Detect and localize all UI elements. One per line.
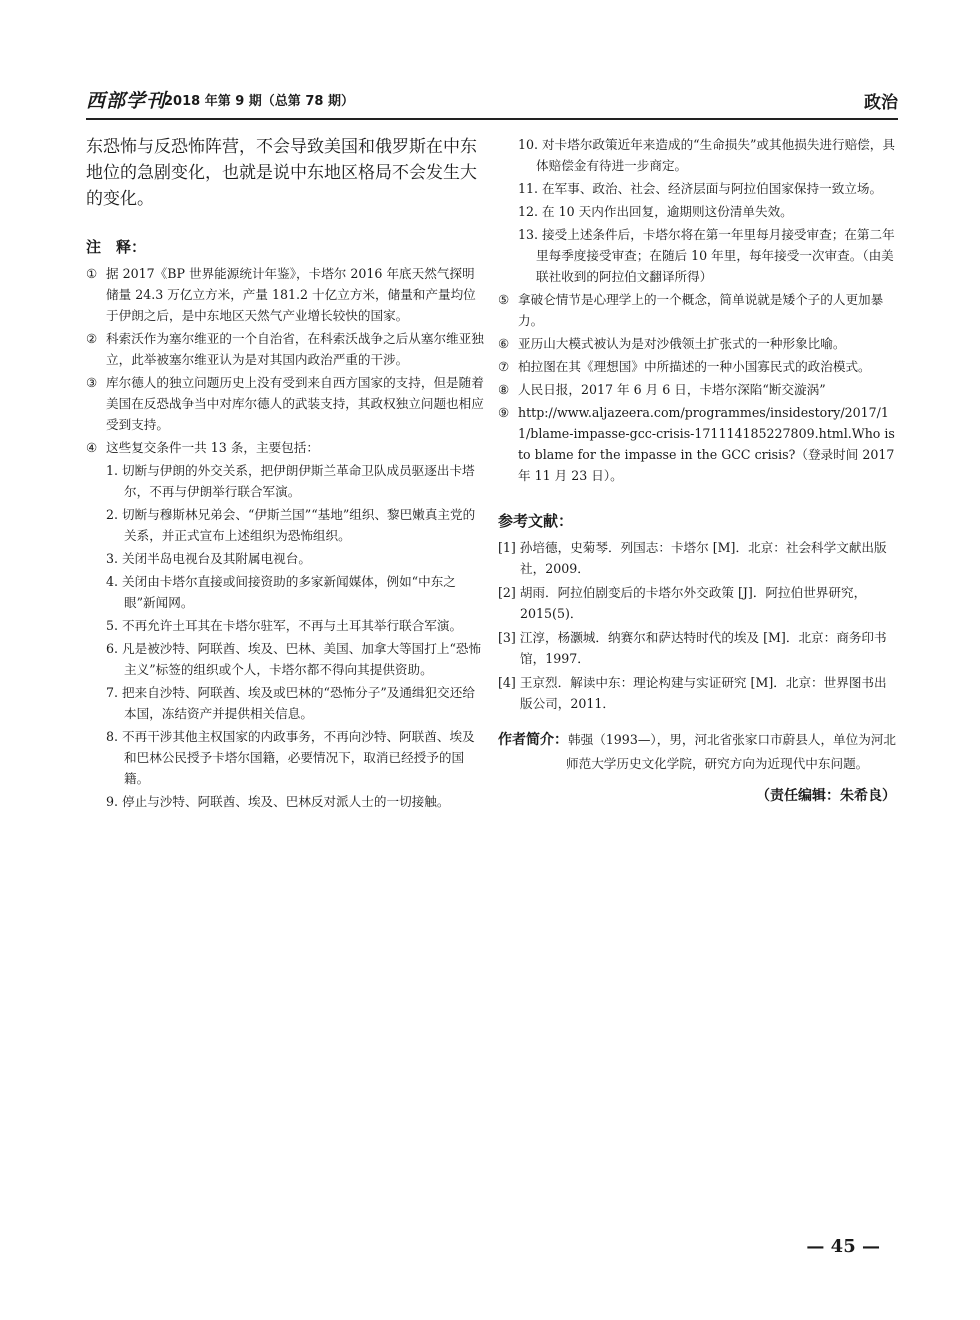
note-marker: ① [86, 266, 98, 281]
reference-4: [4] 王京烈．解读中东：理论构建与实证研究 [M]．北京：世界图书出版公司，2011． [498, 675, 887, 711]
note-marker: ⑨ [498, 405, 510, 420]
note-7 [498, 356, 896, 377]
note-2 [86, 328, 484, 370]
left-column [86, 134, 484, 814]
note-text: 科索沃作为塞尔维亚的一个自治省，在科索沃战争之后从塞尔维亚独立，此举被塞尔维亚认为是对其国内政治严重的干涉。 [106, 331, 484, 367]
condition-6: 6. 凡是被沙特、阿联酋、埃及、巴林、美国、加拿大等国打上“恐怖主义”标签的组织或个人，卡塔尔都不得向其提供资助。 [106, 641, 482, 677]
notes-heading: 注 释： [86, 238, 147, 256]
note-8 [498, 379, 896, 400]
header-rule [86, 118, 898, 120]
closing-paragraph: 东恐怖与反恐怖阵营，不会导致美国和俄罗斯在中东地位的急剧变化，也就是说中东地区格局不会发生大的变化。 [86, 137, 477, 209]
note-text: http://www.aljazeera.com/programmes/insidestory/2017/11/blame-impasse-gcc-crisis-171114185227809.html.Who is to blame for the impasse in the GCC crisis?（登录时间 2017 年 11 月 23 日）。 [518, 405, 895, 483]
note-5 [498, 289, 896, 331]
condition-12: 12. 在 10 天内作出回复，逾期则这份清单失效。 [518, 204, 793, 219]
note-marker: ⑤ [498, 292, 510, 307]
note-4 [86, 437, 484, 458]
condition-4: 4. 关闭由卡塔尔直接或间接资助的多家新闻媒体，例如“中东之眼”新闻网。 [106, 574, 456, 610]
condition-2: 2. 切断与穆斯林兄弟会、“伊斯兰国”“基地”组织、黎巴嫩真主党的关系，并正式宣布上述组织为恐怖组织。 [106, 507, 476, 543]
note-text: 据 2017《BP 世界能源统计年鉴》，卡塔尔 2016 年底天然气探明储量 24.3 万亿立方米，产量 181.2 十亿立方米，储量和产量均位于伊朗之后，是中东地区天然气产业增长较快的国家。 [106, 266, 476, 323]
note-text: 库尔德人的独立问题历史上没有受到来自西方国家的支持，但是随着美国在反恐战争当中对库尔德人的武装支持，其政权独立问题也相应受到支持。 [106, 375, 484, 432]
note-1 [86, 263, 484, 326]
responsible-editor: （责任编辑：朱希良） [756, 788, 896, 804]
reference-1: [1] 孙培德，史菊琴．列国志：卡塔尔 [M]．北京：社会科学文献出版社，2009． [498, 540, 887, 576]
note-text: 人民日报，2017 年 6 月 6 日，卡塔尔深陷“断交漩涡” [518, 382, 826, 397]
author-bio [498, 728, 896, 775]
reference-3: [3] 江淳，杨灏城．纳赛尔和萨达特时代的埃及 [M]．北京：商务印书馆，1997． [498, 630, 887, 666]
right-column [498, 134, 896, 805]
condition-7: 7. 把来自沙特、阿联酋、埃及或巴林的“恐怖分子”及通缉犯交还给本国，冻结资产并提供相关信息。 [106, 685, 475, 721]
condition-3: 3. 关闭半岛电视台及其附属电视台。 [106, 551, 311, 566]
note-9 [498, 402, 896, 486]
page-number: — 45 — [806, 1236, 880, 1257]
journal-logo: 西部学刊 [86, 90, 167, 112]
note-text: 柏拉图在其《理想国》中所描述的一种小国寡民式的政治模式。 [518, 359, 871, 374]
author-text: 韩强（1993—），男，河北省张家口市蔚县人，单位为河北师范大学历史文化学院，研究方向为近现代中东问题。 [566, 732, 897, 771]
condition-13: 13. 接受上述条件后，卡塔尔将在第一年里每月接受审查；在第二年里每季度接受审查；在随后 10 年里，每年接受一次审查。（由美联社收到的阿拉伯文翻译所得） [518, 227, 895, 284]
note-marker: ③ [86, 375, 98, 390]
condition-9: 9. 停止与沙特、阿联酋、埃及、巴林反对派人士的一切接触。 [106, 794, 450, 809]
section-label: 政治 [864, 93, 898, 113]
condition-1: 1. 切断与伊朗的外交关系，把伊朗伊斯兰革命卫队成员驱逐出卡塔尔，不再与伊朗举行联合军演。 [106, 463, 475, 499]
note-marker: ⑦ [498, 359, 510, 374]
note-text: 亚历山大模式被认为是对沙俄领土扩张式的一种形象比喻。 [518, 336, 846, 351]
author-label: 作者简介： [498, 732, 568, 748]
note-marker: ④ [86, 440, 98, 455]
note-6 [498, 333, 896, 354]
reference-2: [2] 胡雨．阿拉伯剧变后的卡塔尔外交政策 [J]．阿拉伯世界研究，2015(5)． [498, 585, 867, 621]
note-3 [86, 372, 484, 435]
condition-8: 8. 不再干涉其他主权国家的内政事务，不再向沙特、阿联酋、埃及和巴林公民授予卡塔尔国籍，必要情况下，取消已经授予的国籍。 [106, 729, 475, 786]
note-marker: ⑥ [498, 336, 510, 351]
journal-issue: 2018 年第 9 期（总第 78 期） [164, 94, 354, 109]
condition-5: 5. 不再允许土耳其在卡塔尔驻军，不再与土耳其举行联合军演。 [106, 618, 463, 633]
note-text: 这些复交条件一共 13 条，主要包括： [106, 440, 319, 455]
condition-10: 10. 对卡塔尔政策近年来造成的“生命损失”或其他损失进行赔偿，具体赔偿金有待进一步商定。 [518, 137, 895, 173]
references-heading: 参考文献： [498, 512, 574, 530]
note-text: 拿破仑情节是心理学上的一个概念，简单说就是矮个子的人更加暴力。 [518, 292, 884, 328]
condition-11: 11. 在军事、政治、社会、经济层面与阿拉伯国家保持一致立场。 [518, 181, 883, 196]
note-marker: ② [86, 331, 98, 346]
page-header [86, 80, 898, 120]
note-marker: ⑧ [498, 382, 510, 397]
